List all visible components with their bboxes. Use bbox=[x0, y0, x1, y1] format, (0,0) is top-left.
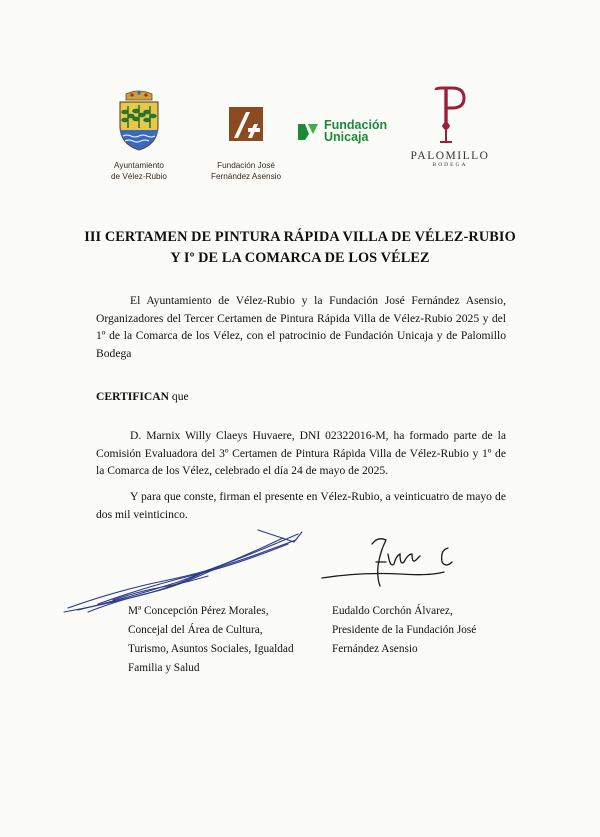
ayuntamiento-logo bbox=[98, 90, 180, 182]
palomillo-bottle-icon bbox=[428, 86, 472, 148]
right-signatory-name: Eudaldo Corchón Álvarez, bbox=[332, 605, 453, 617]
left-signatory-name: Mª Concepción Pérez Morales, bbox=[128, 605, 269, 617]
unicaja-line-2: Unicaja bbox=[324, 130, 369, 144]
intro-paragraph: El Ayuntamiento de Vélez-Rubio y la Fundación José Fernández Asensio, Organizadores del Tercer Certamen de Pintura Rápida Villa de Vélez-Rubio 2025 y del 1º de la Comarca de los Vélez, con el patrocinio de Fundación Unicaja y de Palomillo Bodega bbox=[96, 294, 506, 361]
right-signatory-role-2: Fernández Asensio bbox=[332, 642, 418, 655]
left-signatory-role-2: Turismo, Asuntos Sociales, Igualdad bbox=[128, 642, 294, 655]
right-signature bbox=[320, 532, 480, 592]
ayuntamiento-caption-2: de Vélez-Rubio bbox=[111, 172, 167, 181]
left-signatory-role-1: Concejal del Área de Cultura, bbox=[128, 623, 263, 636]
certifican-rest: que bbox=[169, 390, 189, 403]
palomillo-name: PALOMILLO bbox=[410, 150, 490, 162]
closing-paragraph: Y para que conste, firman el presente en Vélez-Rubio, a veinticuatro de mayo de dos mil veinticinco. bbox=[96, 490, 506, 521]
document-title-line-2: Y Iº DE LA COMARCA DE LOS VÉLEZ bbox=[170, 250, 430, 266]
fjfa-caption-1: Fundación José bbox=[217, 161, 275, 170]
fjfa-caption-2: Fernández Asensio bbox=[210, 172, 282, 181]
certification-paragraph: D. Marnix Willy Claeys Huvaere, DNI 02322016-M, ha formado parte de la Comisión Evaluadora del 3º Certamen de Pintura Rápida Villa de Vélez-Rubio y 1º de la Comarca de los Vélez, celebrado el día 24 de mayo de 2025. bbox=[96, 429, 506, 478]
document-title-line-1: III CERTAMEN DE PINTURA RÁPIDA VILLA DE VÉLEZ-RUBIO bbox=[84, 229, 516, 245]
right-signatory-block bbox=[332, 602, 512, 659]
ayuntamiento-caption-1: Ayuntamiento bbox=[114, 161, 164, 170]
left-signatory-role-3: Familia y Salud bbox=[128, 661, 200, 674]
fjfa-mark-icon bbox=[226, 104, 266, 144]
coat-of-arms-icon bbox=[114, 90, 164, 152]
left-signatory-block bbox=[128, 602, 328, 678]
unicaja-mark-icon bbox=[296, 120, 322, 142]
right-signatory-role-1: Presidente de la Fundación José bbox=[332, 623, 477, 636]
palomillo-logo bbox=[400, 86, 500, 168]
unicaja-line-1: Fundación bbox=[324, 118, 388, 132]
palomillo-sub: BODEGA bbox=[432, 162, 468, 168]
certifican-line bbox=[96, 388, 506, 406]
certifican-word: CERTIFICAN bbox=[96, 390, 170, 403]
fundacion-jfa-logo bbox=[200, 104, 292, 182]
